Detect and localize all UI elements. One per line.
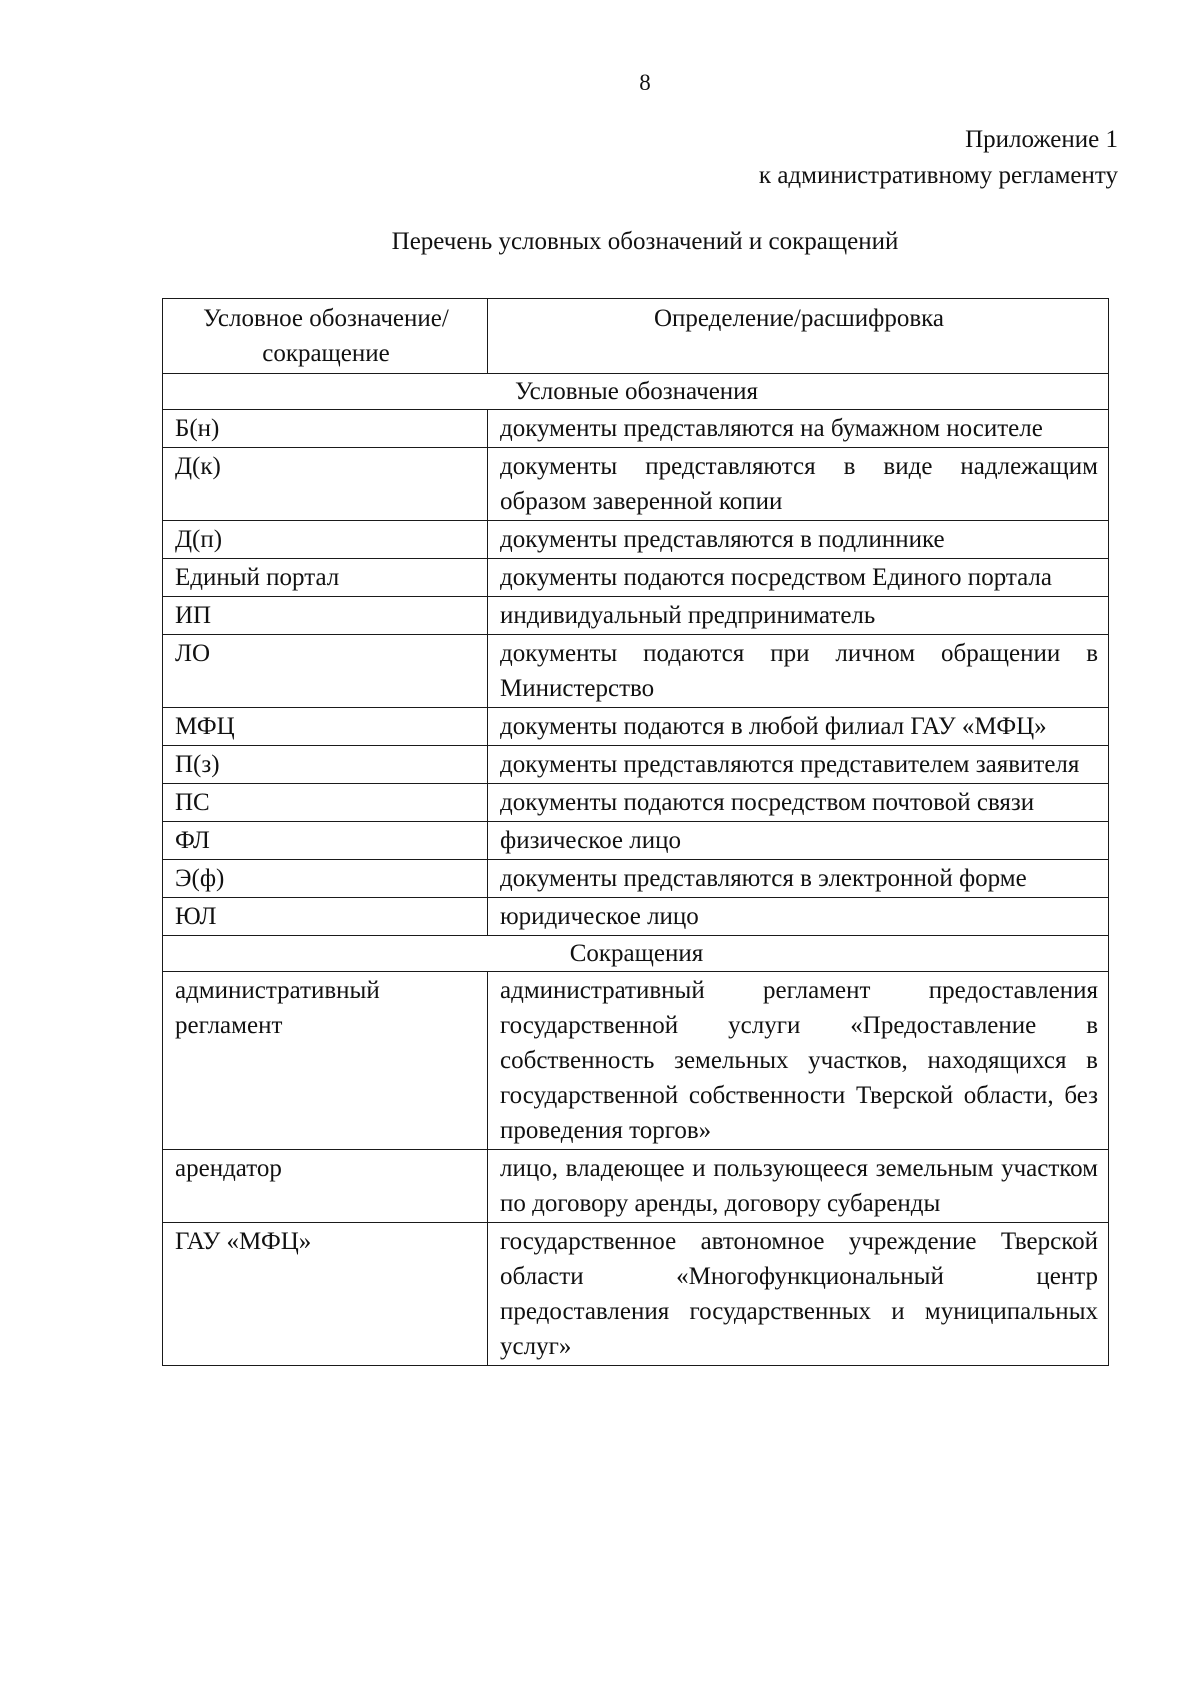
- definition-cell: документы представляются на бумажном носителе: [488, 410, 1109, 448]
- table-row: [163, 898, 1109, 936]
- term-cell: арендатор: [163, 1150, 488, 1223]
- term-cell: П(з): [163, 746, 488, 784]
- table-row: [163, 708, 1109, 746]
- term-cell: ФЛ: [163, 822, 488, 860]
- definition-cell: индивидуальный предприниматель: [488, 597, 1109, 635]
- term-cell: Д(к): [163, 448, 488, 521]
- table-row: [163, 1150, 1109, 1223]
- table-row: [163, 784, 1109, 822]
- table-row: [163, 1223, 1109, 1366]
- term-cell: МФЦ: [163, 708, 488, 746]
- definition-cell: государственное автономное учреждение Тверской области «Многофункциональный центр предоставления государственных и муниципальных услуг»: [488, 1223, 1109, 1366]
- section-title: Условные обозначения: [163, 374, 1109, 410]
- abbreviations-table: [162, 298, 1109, 1366]
- section-title: Сокращения: [163, 936, 1109, 972]
- document-title: Перечень условных обозначений и сокращений: [391, 228, 899, 255]
- page-number: 8: [639, 70, 651, 95]
- header-definition: Определение/расшифровка: [488, 299, 1109, 374]
- definition-cell: документы представляются в электронной форме: [488, 860, 1109, 898]
- table-row: [163, 822, 1109, 860]
- term-cell: ЮЛ: [163, 898, 488, 936]
- table-row: [163, 448, 1109, 521]
- definition-cell: административный регламент предоставления государственной услуги «Предоставление в собственность земельных участков, находящихся в государственной собственности Тверской области, без проведения торгов»: [488, 972, 1109, 1150]
- definition-cell: документы представляются в виде надлежащим образом заверенной копии: [488, 448, 1109, 521]
- table-row: [163, 521, 1109, 559]
- term-cell: Единый портал: [163, 559, 488, 597]
- table-row: [163, 597, 1109, 635]
- definition-cell: физическое лицо: [488, 822, 1109, 860]
- appendix-line-2: к административному регламенту: [758, 162, 1118, 189]
- table-row: [163, 635, 1109, 708]
- definition-cell: юридическое лицо: [488, 898, 1109, 936]
- section-row: [163, 374, 1109, 410]
- header-term: Условное обозначение/сокращение: [163, 299, 488, 374]
- appendix-note: [759, 122, 1118, 194]
- table-row: [163, 746, 1109, 784]
- appendix-line-1: Приложение 1: [965, 126, 1118, 153]
- definition-cell: документы подаются посредством Единого портала: [488, 559, 1109, 597]
- definition-cell: документы подаются посредством почтовой связи: [488, 784, 1109, 822]
- table-header-row: [163, 299, 1109, 374]
- term-cell: ГАУ «МФЦ»: [163, 1223, 488, 1366]
- table-body: [163, 374, 1109, 1366]
- definition-cell: документы представляются в подлиннике: [488, 521, 1109, 559]
- term-cell: административный регламент: [163, 972, 488, 1150]
- definition-cell: документы подаются в любой филиал ГАУ «МФЦ»: [488, 708, 1109, 746]
- definition-cell: документы подаются при личном обращении в Министерство: [488, 635, 1109, 708]
- table-row: [163, 860, 1109, 898]
- definition-cell: лицо, владеющее и пользующееся земельным участком по договору аренды, договору субаренды: [488, 1150, 1109, 1223]
- term-cell: ИП: [163, 597, 488, 635]
- definition-cell: документы представляются представителем заявителя: [488, 746, 1109, 784]
- term-cell: Э(ф): [163, 860, 488, 898]
- table-row: [163, 559, 1109, 597]
- term-cell: Д(п): [163, 521, 488, 559]
- term-cell: Б(н): [163, 410, 488, 448]
- section-row: [163, 936, 1109, 972]
- table-row: [163, 410, 1109, 448]
- term-cell: ЛО: [163, 635, 488, 708]
- term-cell: ПС: [163, 784, 488, 822]
- table-row: [163, 972, 1109, 1150]
